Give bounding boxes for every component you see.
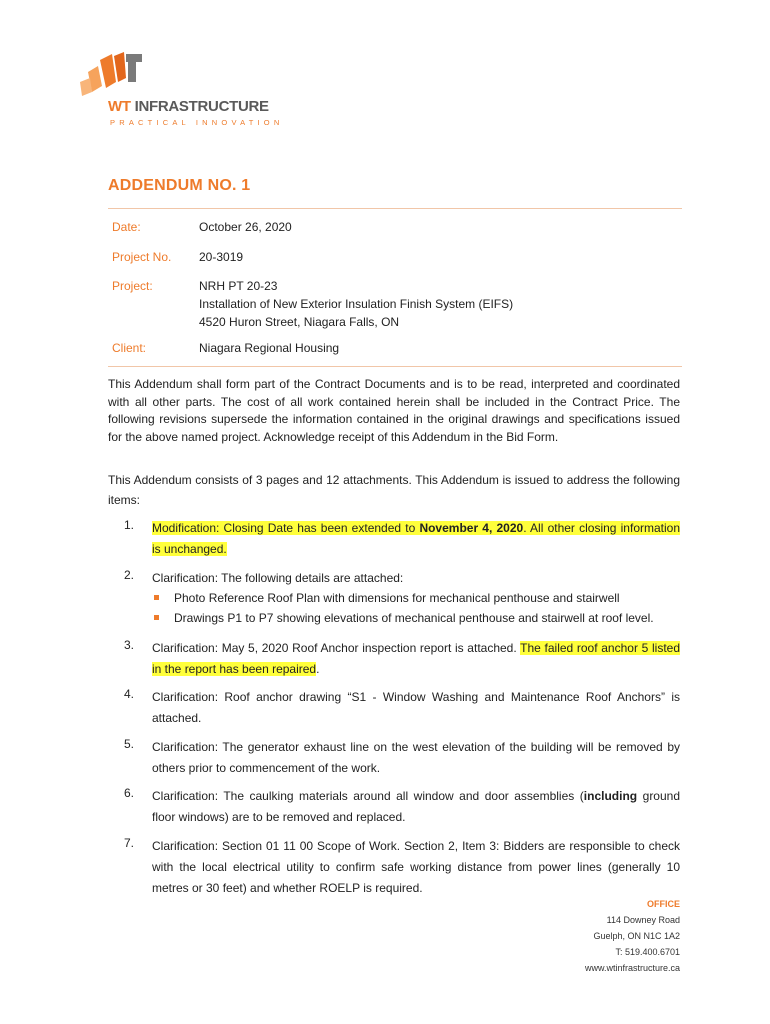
date-label: Date: bbox=[112, 220, 141, 234]
logo-mark-icon bbox=[80, 52, 150, 100]
item-number: 3. bbox=[124, 638, 135, 652]
item-text: Clarification: The generator exhaust line on the west elevation of the building will be removed by others prior to commencement of the work. bbox=[152, 740, 680, 775]
office-city: Guelph, ON N1C 1A2 bbox=[593, 931, 680, 941]
project-label: Project: bbox=[112, 279, 153, 293]
item-text: Clarification: The following details are attached: Photo Reference Roof Plan with dimensions for mechanical penthouse and stairwell Drawings P1 to P7 showing elevations of mechanical penthouse and stairwell at roof level. bbox=[152, 568, 680, 628]
item-number: 7. bbox=[124, 836, 135, 850]
meta-divider bbox=[108, 366, 682, 367]
bullet-item: Drawings P1 to P7 showing elevations of mechanical penthouse and stairwell at roof level. bbox=[152, 608, 680, 628]
intro-paragraph: This Addendum shall form part of the Contract Documents and is to be read, interpreted and coordinated with all other parts. The cost of all work contained herein shall be included in the Contract Price. The following revisions supersede the information contained in the original drawings and specifications issued for the above named project. Acknowledge receipt of this Addendum in the Bid Form. bbox=[108, 377, 680, 444]
project-line: NRH PT 20-23 bbox=[199, 279, 278, 293]
item-text: Clarification: Roof anchor drawing “S1 - Window Washing and Maintenance Roof Anchors” is attached. bbox=[152, 690, 680, 725]
item-number: 6. bbox=[124, 786, 135, 800]
item-text: Clarification: May 5, 2020 Roof Anchor inspection report is attached. The failed roof anchor 5 listed in the report has been repaired. bbox=[152, 641, 680, 676]
item-text: Modification: Closing Date has been extended to November 4, 2020. All other closing information is unchanged. bbox=[152, 521, 681, 556]
bullet-item: Photo Reference Roof Plan with dimensions for mechanical penthouse and stairwell bbox=[152, 588, 680, 608]
office-street: 114 Downey Road bbox=[606, 915, 680, 925]
consists-paragraph: This Addendum consists of 3 pages and 12 attachments. This Addendum is issued to address the following items: bbox=[108, 473, 680, 507]
office-phone: T: 519.400.6701 bbox=[615, 947, 680, 957]
project-no-label: Project No. bbox=[112, 250, 172, 264]
bullet-list bbox=[152, 588, 680, 628]
item-number: 5. bbox=[124, 737, 135, 751]
project-line: 4520 Huron Street, Niagara Falls, ON bbox=[199, 315, 400, 329]
office-address bbox=[585, 896, 680, 976]
item-number: 4. bbox=[124, 687, 135, 701]
document-title: ADDENDUM NO. 1 bbox=[108, 177, 251, 194]
project-no-value: 20-3019 bbox=[199, 250, 244, 264]
brand-name: WT INFRASTRUCTURE bbox=[108, 98, 269, 115]
item-number: 1. bbox=[124, 518, 135, 532]
item-text: Clarification: The caulking materials around all window and door assemblies (including ground floor windows) are to be removed and replaced. bbox=[152, 789, 681, 824]
project-line: Installation of New Exterior Insulation Finish System (EIFS) bbox=[199, 297, 514, 311]
date-value: October 26, 2020 bbox=[199, 220, 292, 234]
project-details bbox=[199, 277, 513, 331]
client-label: Client: bbox=[112, 341, 147, 355]
item-text: Clarification: Section 01 11 00 Scope of Work. Section 2, Item 3: Bidders are responsible to check with the local electrical utility to confirm safe working distance from power lines (generally 10 metres or 30 feet) and whether ROELP is required. bbox=[152, 839, 680, 895]
office-title: OFFICE bbox=[647, 899, 680, 909]
item-number: 2. bbox=[124, 568, 135, 582]
client-value: Niagara Regional Housing bbox=[199, 341, 340, 355]
company-logo bbox=[74, 52, 284, 132]
office-website-link[interactable]: www.wtinfrastructure.ca bbox=[584, 963, 680, 973]
title-divider bbox=[108, 208, 682, 209]
brand-tagline: PRACTICAL INNOVATION bbox=[110, 118, 284, 127]
